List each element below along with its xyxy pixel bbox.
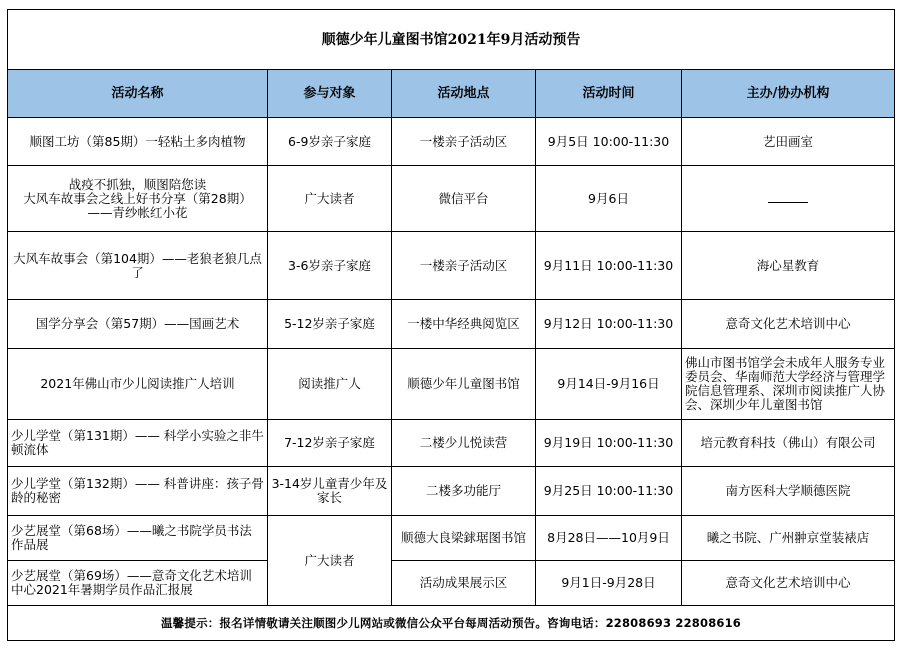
- activity-table: [7, 9, 895, 641]
- organizer: 海心星教育: [682, 232, 895, 300]
- location: 顺德大良梁銶琚图书馆: [392, 516, 536, 561]
- time: 9月19日 10:00-11:30: [536, 420, 682, 467]
- footer-notice: 温馨提示：报名详情敬请关注顺图少儿网站或微信公众平台每周活动预告。咨询电话：22808693 22808616: [8, 606, 895, 641]
- location: 活动成果展示区: [392, 561, 536, 606]
- time: 9月12日 10:00-11:30: [536, 300, 682, 349]
- header-location: 活动地点: [392, 70, 536, 118]
- location: 微信平台: [392, 166, 536, 232]
- location: 一楼亲子活动区: [392, 118, 536, 166]
- audience: 6-9岁亲子家庭: [268, 118, 392, 166]
- activity-name: 2021年佛山市少儿阅读推广人培训: [8, 349, 268, 420]
- header-row: [8, 70, 895, 118]
- audience: 3-6岁亲子家庭: [268, 232, 392, 300]
- table-row: [8, 467, 895, 516]
- activity-name-line: 战疫不抓独，顺图陪您读: [68, 176, 207, 192]
- activity-name: 少儿学堂（第132期）—— 科普讲座：孩子骨龄的秘密: [8, 467, 268, 516]
- audience: 5-12岁亲子家庭: [268, 300, 392, 349]
- table-title: 顺德少年儿童图书馆2021年9月活动预告: [8, 10, 895, 70]
- table-row: [8, 232, 895, 300]
- audience: 广大读者: [268, 516, 392, 606]
- location: 二楼多功能厅: [392, 467, 536, 516]
- location: 二楼少儿悦读营: [392, 420, 536, 467]
- location: 一楼亲子活动区: [392, 232, 536, 300]
- organizer: 佛山市图书馆学会未成年人服务专业委员会、华南师范大学经济与管理学院信息管理系、深圳市阅读推广人协会、深圳少年儿童图书馆: [682, 349, 895, 420]
- table-row: [8, 118, 895, 166]
- audience: 阅读推广人: [268, 349, 392, 420]
- organizer: 南方医科大学顺德医院: [682, 467, 895, 516]
- header-organizer: 主办/协办机构: [682, 70, 895, 118]
- header-audience: 参与对象: [268, 70, 392, 118]
- activity-name: [8, 166, 268, 232]
- activity-name: 国学分享会（第57期）——国画艺术: [8, 300, 268, 349]
- blank-line: [768, 194, 808, 203]
- time: 9月11日 10:00-11:30: [536, 232, 682, 300]
- organizer: 意奇文化艺术培训中心: [682, 300, 895, 349]
- activity-name: 少艺展堂（第69场）——意奇文化艺术培训中心2021年暑期学员作品汇报展: [8, 561, 268, 606]
- time: 9月14日-9月16日: [536, 349, 682, 420]
- location: 一楼中华经典阅览区: [392, 300, 536, 349]
- table-row: [8, 561, 895, 606]
- activity-schedule-sheet: [7, 9, 894, 649]
- table-row: [8, 300, 895, 349]
- audience: 3-14岁儿童青少年及家长: [268, 467, 392, 516]
- time: 9月5日 10:00-11:30: [536, 118, 682, 166]
- activity-name: 少儿学堂（第131期）—— 科学小实验之非牛顿流体: [8, 420, 268, 467]
- activity-name: 大风车故事会（第104期）——老狼老狼几点了: [8, 232, 268, 300]
- organizer: 曦之书院、广州翀京堂装裱店: [682, 516, 895, 561]
- organizer-blank: [682, 166, 895, 232]
- header-activity-name: 活动名称: [8, 70, 268, 118]
- activity-name: 顺图工坊（第85期）一轻粘土多肉植物: [8, 118, 268, 166]
- table-row: [8, 166, 895, 232]
- activity-name: 少艺展堂（第68场）——曦之书院学员书法作品展: [8, 516, 268, 561]
- audience: 7-12岁亲子家庭: [268, 420, 392, 467]
- organizer: 培元教育科技（佛山）有限公司: [682, 420, 895, 467]
- activity-name-line: ——青纱帐红小花: [87, 204, 188, 220]
- table-row: [8, 420, 895, 467]
- table-row: [8, 349, 895, 420]
- header-time: 活动时间: [536, 70, 682, 118]
- audience: 广大读者: [268, 166, 392, 232]
- time: 9月25日 10:00-11:30: [536, 467, 682, 516]
- location: 顺德少年儿童图书馆: [392, 349, 536, 420]
- table-row: [8, 516, 895, 561]
- time: 9月1日-9月28日: [536, 561, 682, 606]
- activity-name-line: 大风车故事会之线上好书分享（第28期）: [23, 190, 252, 206]
- time: 9月6日: [536, 166, 682, 232]
- organizer: 艺田画室: [682, 118, 895, 166]
- time: 8月28日——10月9日: [536, 516, 682, 561]
- organizer: 意奇文化艺术培训中心: [682, 561, 895, 606]
